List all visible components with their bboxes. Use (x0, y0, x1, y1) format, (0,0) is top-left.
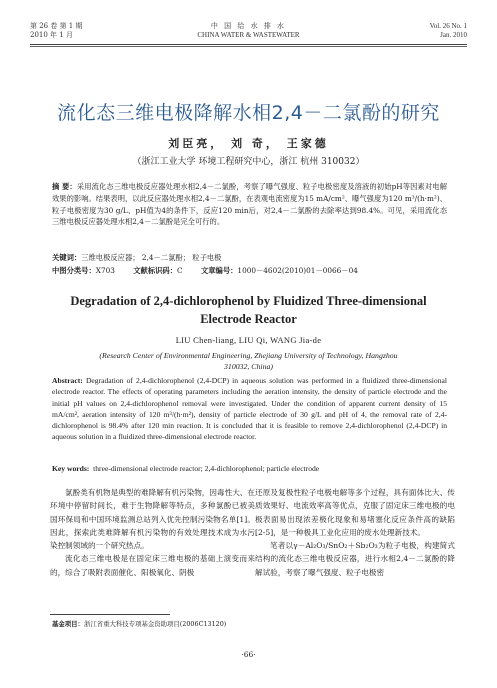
affiliation-en-line1: (Research Center of Environmental Engineering, Zhejiang University of Technology, Hangzhou (99, 351, 398, 360)
abstract-cn-label: 摘 要： (52, 182, 77, 191)
keywords-cn-label: 关键词： (52, 253, 82, 262)
footnote-rule (50, 614, 170, 615)
authors-cn: 刘臣亮， 刘 奇， 王家德 (168, 137, 329, 150)
abstract-cn (52, 181, 447, 228)
article-number-label: 文章编号： (200, 266, 238, 275)
header-right (430, 22, 467, 40)
header-rule-thin (30, 46, 467, 47)
authors-en: LIU Chen-liang, LIU Qi, WANG Jia-de (175, 335, 322, 345)
body-column-right (255, 486, 455, 579)
paper-title-en (0, 292, 497, 328)
volume-cn: 第 26 卷 第 1 期 (30, 22, 83, 30)
title-en-line2: Electrode Reactor (200, 312, 297, 326)
paper-title-cn: 流化态三维电极降解水相2,4－二氯酚的研究 (57, 102, 440, 124)
header-center (0, 22, 497, 40)
body-column-left (50, 486, 255, 579)
body-paragraph: 氯酚类有机物是典型的难降解有机污染物，因毒性大、在环境中停留时间长，难于生物降解等特点，多种氯酚已被美国环保局和中国环境监测总站列入优先控制污染物名单[1]。因此，探索此类难降解有机污染物的有效处理技术成为水污染控制领域的一个研究热点。 (50, 488, 255, 551)
body-paragraph: 流化态三维电极是在固定床三维电极的基础上演变而来的，综合了吸附表面催化、阳极氧化、阴极 (50, 554, 255, 577)
journal-cn: 中 国 给 水 排 水 (210, 22, 287, 30)
journal-en: CHINA WATER & WASTEWATER (197, 31, 300, 39)
keywords-en-label: Key words: (52, 464, 90, 473)
keywords-en (52, 464, 447, 473)
clc-label: 中图分类号： (52, 266, 96, 275)
funding-text: 浙江省重大科技专项基金资助项目(2006C13120) (83, 620, 227, 628)
affiliation-en-line2: 310032, China) (224, 362, 273, 371)
date-cn: 2010 年 1 月 (30, 31, 73, 39)
abstract-en (52, 375, 447, 443)
affiliation-cn: （浙江工业大学 环境工程研究中心，浙江 杭州 310032） (132, 157, 365, 167)
abstract-en-label: Abstract: (52, 376, 83, 385)
keywords-cn-text: 三维电极反应器； 2,4－二氯酚； 粒子电极 (81, 253, 222, 262)
abstract-en-text: Degradation of 2,4-dichlorophenol (2,4-DCP) in aqueous solution was performed in a fluidized three-dimensional electrode reactor. The effects of operating parameters including the aeration intensity, the density of particle electrode and the initial pH values on 2,4-dichlorophenol removal were investigated. Under the condition of apparent current density of 15 mA/cm², aeration intensity of 120 m³/(h·m²), density of particle electrode of 30 g/L and pH of 4, the removal rate of 2,4-dichlorophenol is 98.4% after 120 min reaction. It is concluded that it is feasible to remove 2,4-dichlorophenol (2,4-DCP) in aqueous solution in a fluidized three-dimensional electrode reactor. (52, 376, 447, 442)
body-paragraph: 还原及复极性粒子电极电解等多个过程，具有面体比大、传质效果好、电流效率高等优点，克服了固定床三维电极的电极表面易出现浓差极化现象和易堵塞化反应条件高的缺陷[2-5]，是一种极具工业化应用的废水处理新技术。 (255, 488, 455, 537)
header-rule (30, 44, 467, 45)
affiliation-en (0, 350, 497, 372)
date-en: Jan. 2010 (440, 31, 467, 39)
keywords-cn (52, 252, 447, 263)
volume-en: Vol. 26 No. 1 (429, 22, 467, 30)
funding-label: 基金项目： (52, 620, 84, 628)
keywords-en-text: three-dimensional electrode reactor; 2,4-dichlorophenol; particle electrode (93, 464, 320, 473)
clc-value: X703 (95, 266, 115, 275)
page-number: ·66· (241, 650, 256, 659)
title-en-line1: Degradation of 2,4-dichlorophenol by Fluidized Three-dimensional (70, 294, 427, 308)
doc-code-value: C (177, 266, 183, 275)
abstract-cn-text: 采用流化态三维电极反应器处理水相2,4－二氯酚，考察了曝气强度、粒子电极密度及溶液的初始pH等因素对电解效果的影响。结果表明，以此反应器处理水相2,4－二氯酚，在表观电流密度为15 mA/cm²、曝气强度为120 m³/(h·m²)、粒子电极密度为30 g/L、pH值为4的条件下，反应120 min后，对2,4－二氯酚的去除率达到98.4%。可见，采用流化态三维电极反应器处理水相2,4－二氯酚是完全可行的。 (52, 182, 447, 227)
funding-footnote (52, 619, 226, 628)
body-paragraph: 笔者以γ－Al₂O₃/SnO₂＋Sb₂O₃为粒子电极，构建简式结构的流化态三维电极反应器，进行水相2,4－二氯酚的降解试验，考察了曝气强度、粒子电极密 (255, 541, 455, 577)
classification-meta (52, 265, 447, 276)
article-number-value: 1000－4602(2010)01－0066－04 (237, 266, 358, 275)
doc-code-label: 文献标识码： (133, 266, 178, 275)
